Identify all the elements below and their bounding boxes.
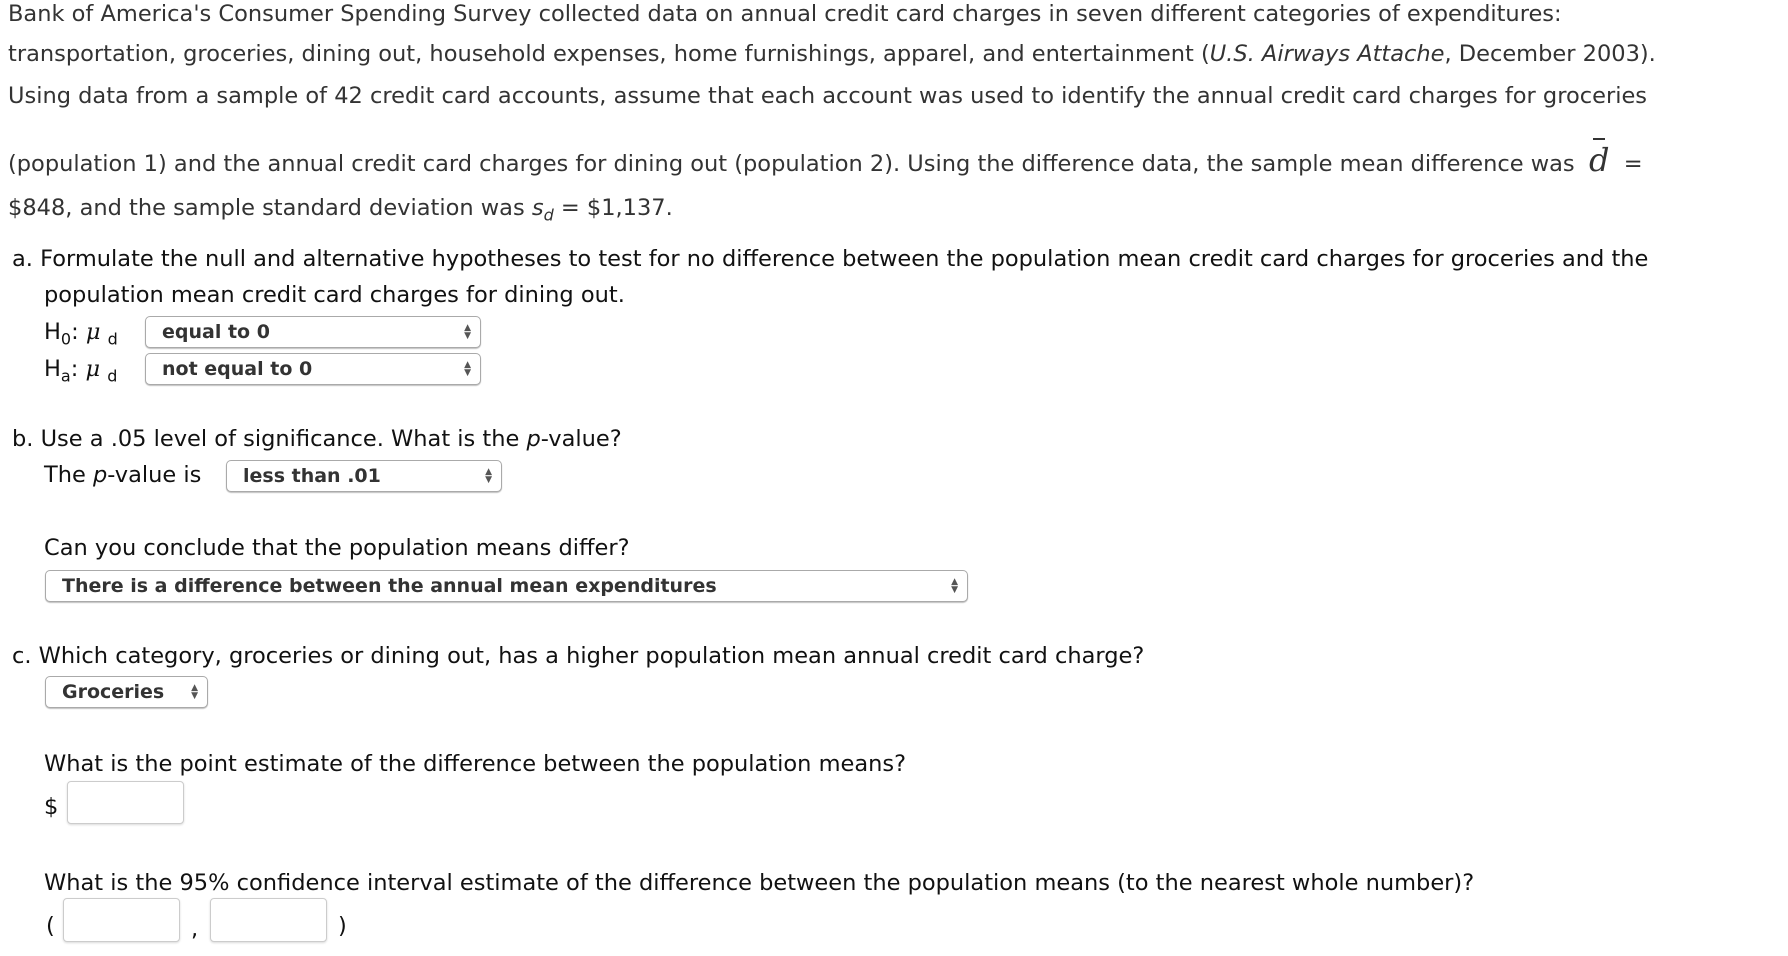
d-bar-symbol: d xyxy=(1588,141,1610,179)
ci-question: What is the 95% confidence interval estimate of the difference between the population means (to the nearest whole number)? xyxy=(44,870,1475,896)
p-italic: p xyxy=(93,462,108,488)
source-title: U.S. Airways Attache xyxy=(1209,41,1445,67)
h0-select-value: equal to 0 xyxy=(162,321,270,343)
intro-line-3: Using data from a sample of 42 credit card accounts, assume that each account was used to identify the annual credit card charges for groceries xyxy=(8,83,1648,109)
pvalue-label xyxy=(44,461,201,489)
ha-select-value: not equal to 0 xyxy=(162,358,313,380)
category-select-value: Groceries xyxy=(62,681,165,703)
category-select[interactable] xyxy=(45,676,208,708)
mu-subscript: d xyxy=(107,329,118,349)
select-arrows-icon: ▲ ▼ xyxy=(485,467,492,485)
equals-sign: = xyxy=(1623,151,1643,177)
mu-symbol: μ xyxy=(85,356,101,382)
intro-text: = $1,137. xyxy=(553,195,673,221)
sd-subscript: d xyxy=(543,205,554,225)
h0-subscript: 0 xyxy=(60,329,72,349)
h0-select[interactable] xyxy=(145,316,481,348)
text: -value is xyxy=(107,462,202,488)
sd-symbol: s xyxy=(531,195,544,221)
part-c-question: c. Which category, groceries or dining out, has a higher population mean annual credit card charge? xyxy=(12,643,1145,669)
comma: , xyxy=(191,916,199,942)
select-arrows-icon: ▲ ▼ xyxy=(464,323,471,341)
pvalue-select-value: less than .01 xyxy=(243,465,381,487)
ha-subscript: a xyxy=(60,366,71,386)
open-paren: ( xyxy=(46,913,55,939)
h0-label xyxy=(44,318,118,354)
h-letter: H xyxy=(44,319,61,345)
ci-upper-input[interactable] xyxy=(210,898,327,942)
intro-text: (population 1) and the annual credit card charges for dining out (population 2). Using the difference data, the sample mean difference was xyxy=(8,151,1575,177)
conclude-question: Can you conclude that the population means differ? xyxy=(44,535,630,561)
intro-line-2 xyxy=(8,40,1656,68)
intro-text: transportation, groceries, dining out, household expenses, home furnishings, apparel, and entertainment ( xyxy=(8,41,1210,67)
text: The xyxy=(44,462,93,488)
colon: : xyxy=(70,356,79,382)
mu-subscript: d xyxy=(107,366,118,386)
ci-lower-input[interactable] xyxy=(63,898,180,942)
select-arrows-icon: ▲ ▼ xyxy=(464,360,471,378)
point-estimate-question: What is the point estimate of the difference between the population means? xyxy=(44,751,907,777)
part-a-question: a. Formulate the null and alternative hypotheses to test for no difference between the population mean credit card charges for groceries and the xyxy=(12,246,1649,272)
intro-line-1: Bank of America's Consumer Spending Survey collected data on annual credit card charges in seven different categories of expenditures: xyxy=(8,1,1562,27)
part-b-question xyxy=(12,425,622,453)
pvalue-select[interactable] xyxy=(226,460,502,492)
intro-text: , December 2003). xyxy=(1444,41,1656,67)
h-letter: H xyxy=(44,356,61,382)
conclude-select-value: There is a difference between the annual mean expenditures xyxy=(62,575,717,597)
select-arrows-icon: ▲ ▼ xyxy=(951,577,958,595)
part-a-question-cont: population mean credit card charges for dining out. xyxy=(44,282,625,308)
text: b. Use a .05 level of significance. What is the xyxy=(12,426,527,452)
close-paren: ) xyxy=(338,913,347,939)
ha-label xyxy=(44,355,117,391)
intro-text: $848, and the sample standard deviation was xyxy=(8,195,532,221)
intro-line-4 xyxy=(8,141,1643,179)
p-italic: p xyxy=(526,426,541,452)
intro-line-5 xyxy=(8,194,673,230)
dollar-sign: $ xyxy=(44,794,59,820)
text: -value? xyxy=(540,426,622,452)
conclude-select[interactable] xyxy=(45,570,968,602)
point-estimate-input[interactable] xyxy=(67,781,184,824)
ha-select[interactable] xyxy=(145,353,481,385)
mu-symbol: μ xyxy=(85,319,101,345)
colon: : xyxy=(71,319,79,345)
select-arrows-icon: ▲ ▼ xyxy=(191,683,198,701)
